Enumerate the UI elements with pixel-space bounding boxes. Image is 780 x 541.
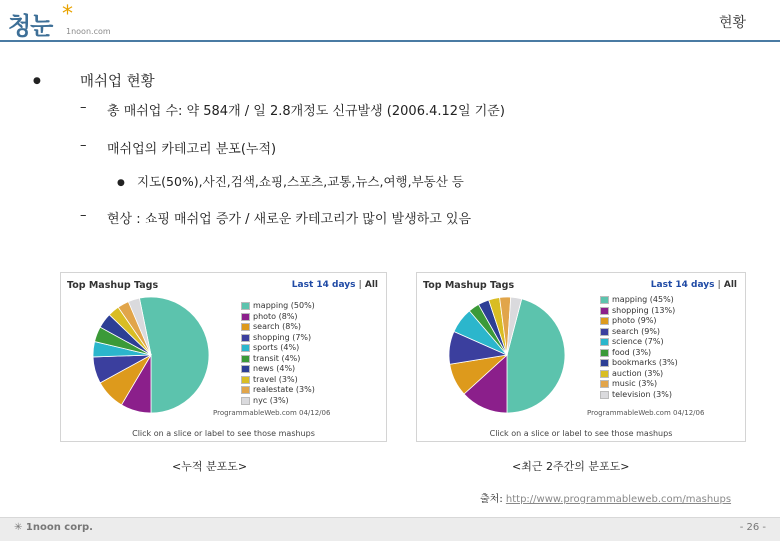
pie-chart-recent[interactable] (437, 291, 577, 416)
legend-entry[interactable] (600, 390, 678, 401)
legend-swatch (241, 365, 250, 373)
legend-label: mapping (50%) (253, 301, 315, 310)
legend-entry[interactable] (600, 379, 678, 390)
slide-title: 현황 (718, 15, 746, 31)
source-label: 출처: (480, 494, 503, 505)
all-link[interactable]: All (364, 280, 378, 290)
legend-swatch (600, 380, 609, 388)
legend-label: music (3%) (612, 379, 658, 388)
separator: | (358, 280, 362, 290)
legend-swatch (241, 302, 250, 310)
heading-bullet: 매쉬업 현황 (80, 74, 155, 90)
separator: | (717, 280, 721, 290)
legend-label: travel (3%) (253, 374, 298, 384)
legend-label: nyc (3%) (253, 395, 289, 405)
legend-swatch (600, 296, 609, 304)
legend-swatch (600, 349, 609, 357)
source-citation (480, 490, 731, 505)
legend-swatch (241, 323, 250, 331)
footer-company-name: 1noon corp. (25, 522, 93, 533)
legend-swatch (241, 313, 250, 321)
page-number: - 26 - (739, 522, 766, 533)
legend-entry[interactable] (241, 396, 315, 407)
legend-entry[interactable] (241, 312, 315, 323)
footer-bar (0, 517, 780, 541)
widget-credit: ProgrammableWeb.com 04/12/06 (587, 409, 705, 417)
company-logo: 청눈 (8, 12, 53, 40)
header-divider (0, 40, 780, 42)
last-14-days-link[interactable]: Last 14 days (291, 280, 356, 290)
legend-label: search (9%) (612, 326, 661, 336)
legend-entry[interactable] (600, 369, 678, 380)
legend-swatch (600, 317, 609, 325)
pie-legend-recent (600, 295, 678, 400)
legend-swatch (241, 355, 250, 363)
legend-entry[interactable] (241, 354, 315, 365)
legend-label: television (3%) (612, 389, 672, 399)
widget-instruction: Click on a slice or label to see those mashups (132, 429, 315, 438)
widget-title: Top Mashup Tags (67, 280, 159, 291)
legend-swatch (600, 307, 609, 315)
legend-entry[interactable] (600, 295, 678, 306)
logo-subtitle: 1noon.com (66, 27, 111, 36)
legend-entry[interactable] (600, 358, 678, 369)
legend-entry[interactable] (600, 327, 678, 338)
widget-instruction: Click on a slice or label to see those mashups (489, 429, 673, 438)
footer-company (14, 522, 93, 533)
pie-legend-cumulative (241, 301, 315, 406)
legend-label: science (7%) (612, 337, 664, 346)
legend-entry[interactable] (241, 375, 315, 386)
dash-icon: – (80, 208, 87, 223)
legend-entry[interactable] (241, 301, 315, 312)
legend-swatch (600, 391, 609, 399)
dash-icon: – (80, 100, 87, 115)
legend-swatch (241, 397, 250, 405)
legend-label: auction (3%) (612, 368, 664, 378)
legend-swatch (600, 328, 609, 336)
legend-label: search (8%) (253, 322, 302, 331)
pie-chart-cumulative[interactable] (81, 291, 221, 416)
widget-title: Top Mashup Tags (423, 280, 515, 291)
legend-swatch (600, 359, 609, 367)
legend-entry[interactable] (241, 333, 315, 344)
legend-entry[interactable] (241, 322, 315, 333)
all-link[interactable]: All (723, 280, 737, 290)
widget-period-links (292, 280, 378, 290)
legend-entry[interactable] (600, 348, 678, 359)
legend-label: sports (4%) (253, 343, 300, 352)
bullet-item-total: 총 매쉬업 수: 약 584개 / 일 2.8개정도 신규발생 (2006.4.12일 기준) (107, 104, 505, 119)
bullet-dot-icon: ● (117, 178, 125, 188)
bullet-subitem-categories: 지도(50%),사진,검색,쇼핑,스포츠,교통,뉴스,여행,부동산 등 (137, 174, 464, 189)
legend-entry[interactable] (600, 337, 678, 348)
bullet-item-trend: 현상 : 쇼핑 매쉬업 증가 / 새로운 카테고리가 많이 발생하고 있음 (107, 212, 472, 227)
widget-credit: ProgrammableWeb.com 04/12/06 (213, 409, 331, 417)
bullet-dot-icon: ● (33, 76, 41, 86)
caption-cumulative: <누적 분포도> (172, 460, 248, 473)
legend-entry[interactable] (241, 343, 315, 354)
widget-period-links (651, 280, 737, 290)
legend-label: photo (9%) (612, 316, 657, 325)
legend-swatch (241, 386, 250, 394)
legend-label: transit (4%) (253, 353, 301, 363)
legend-entry[interactable] (600, 316, 678, 327)
legend-swatch (241, 344, 250, 352)
logo-star-icon: * (62, 2, 73, 27)
caption-recent: <최근 2주간의 분포도> (512, 460, 630, 473)
legend-label: photo (8%) (253, 311, 298, 321)
legend-swatch (241, 376, 250, 384)
legend-label: shopping (13%) (612, 305, 676, 315)
bullet-item-category: 매쉬업의 카테고리 분포(누적) (107, 142, 277, 157)
pie-widget-cumulative (60, 272, 387, 442)
legend-label: bookmarks (3%) (612, 358, 678, 367)
last-14-days-link[interactable]: Last 14 days (650, 280, 715, 290)
legend-swatch (600, 370, 609, 378)
source-link[interactable]: http://www.programmableweb.com/mashups (505, 494, 732, 505)
legend-entry[interactable] (241, 385, 315, 396)
legend-label: food (3%) (612, 347, 652, 357)
legend-entry[interactable] (600, 306, 678, 317)
legend-label: mapping (45%) (612, 295, 674, 304)
legend-label: news (4%) (253, 364, 296, 373)
legend-label: realestate (3%) (253, 385, 315, 394)
pie-widget-recent (416, 272, 746, 442)
dash-icon: – (80, 138, 87, 153)
footer-logo-icon: ✳ (14, 522, 26, 533)
legend-swatch (600, 338, 609, 346)
legend-label: shopping (7%) (253, 332, 312, 342)
legend-entry[interactable] (241, 364, 315, 375)
legend-swatch (241, 334, 250, 342)
